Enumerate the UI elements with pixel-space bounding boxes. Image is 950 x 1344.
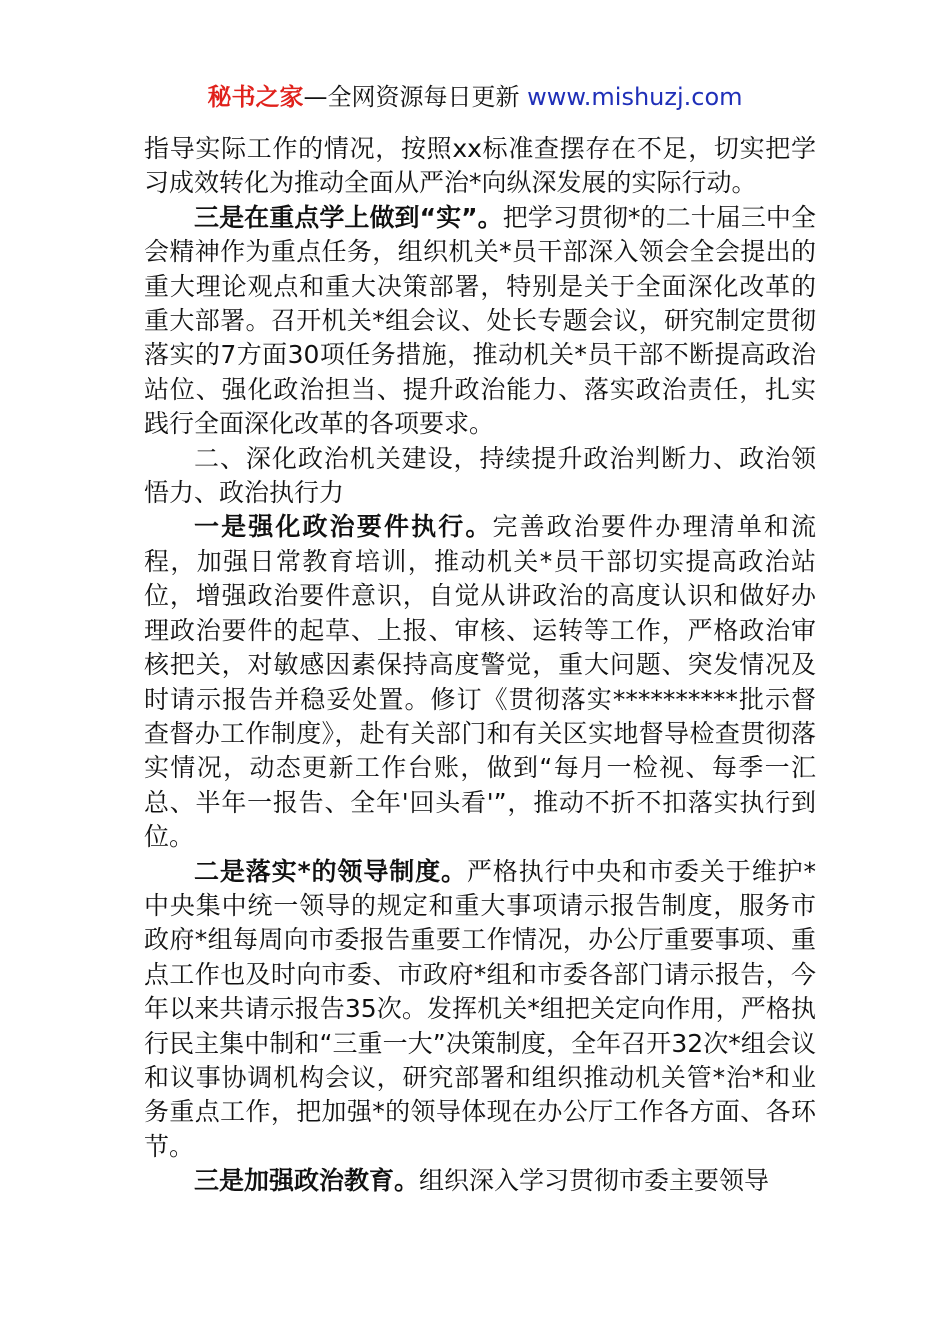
paragraph-text: 严格执行中央和市委关于维护*中央集中统一领导的规定和重大事项请示报告制度，服务市政府*组每周向市委报告重要工作情况，办公厅重要事项、重点工作也及时向市委、市政府*组和市委各部门请示报告，今年以来共请示报告35次。发挥机关*组把关定向作用，严格执行民主集中制和“三重一大”决策制度，全年召开32次*组会议和议事协调机构会议，研究部署和组织推动机关管*治*和业务重点工作，把加强*的领导体现在办公厅工作各方面、各环节。 bbox=[144, 856, 816, 1161]
paragraph-lead: 二是落实*的领导制度。 bbox=[194, 856, 467, 886]
document-body bbox=[144, 132, 816, 1199]
paragraph-continuation bbox=[144, 132, 816, 201]
paragraph-text: 把学习贯彻*的二十届三中全会精神作为重点任务，组织机关*员干部深入领会全会提出的重大理论观点和重大决策部署，特别是关于全面深化改革的重大部署。召开机关*组会议、处长专题会议，研究制定贯彻落实的7方面30项任务措施，推动机关*员干部不断提高政治站位、强化政治担当、提升政治能力、落实政治责任，扎实践行全面深化改革的各项要求。 bbox=[144, 202, 816, 439]
paragraph-lead: 三是在重点学上做到“实”。 bbox=[194, 202, 503, 232]
brand-name: 秘书之家 bbox=[207, 83, 304, 111]
paragraph-lead: 三是加强政治教育。 bbox=[194, 1166, 420, 1196]
header-tagline: —全网资源每日更新 bbox=[303, 83, 528, 111]
paragraph-point-one-execution bbox=[144, 510, 816, 854]
site-url-link[interactable]: www.mishuzj.com bbox=[527, 83, 743, 111]
paragraph-text: 组织深入学习贯彻市委主要领导 bbox=[419, 1166, 770, 1196]
paragraph-point-two-leadership bbox=[144, 855, 816, 1165]
paragraph-text: 指导实际工作的情况，按照xx标准查摆存在不足，切实把学习成效转化为推动全面从严治*向纵深发展的实际行动。 bbox=[144, 134, 816, 198]
paragraph-text: 完善政治要件办理清单和流程，加强日常教育培训，推动机关*员干部切实提高政治站位，增强政治要件意识，自觉从讲政治的高度认识和做好办理政治要件的起草、上报、审核、运转等工作，严格政治审核把关，对敏感因素保持高度警觉，重大问题、突发情况及时请示报告并稳妥处置。修订《贯彻落实**********批示督查督办工作制度》，赴有关部门和有关区实地督导检查贯彻落实情况，动态更新工作台账，做到“每月一检视、每季一汇总、半年一报告、全年'回头看'”，推动不折不扣落实执行到位。 bbox=[144, 512, 816, 852]
paragraph-lead: 一是强化政治要件执行。 bbox=[194, 512, 493, 542]
paragraph-text: 二、深化政治机关建设，持续提升政治判断力、政治领悟力、政治执行力 bbox=[144, 443, 816, 508]
paragraph-point-three-study bbox=[144, 201, 816, 442]
paragraph-point-three-education bbox=[144, 1164, 816, 1198]
section-heading-two bbox=[144, 442, 816, 511]
document-header bbox=[0, 80, 950, 114]
